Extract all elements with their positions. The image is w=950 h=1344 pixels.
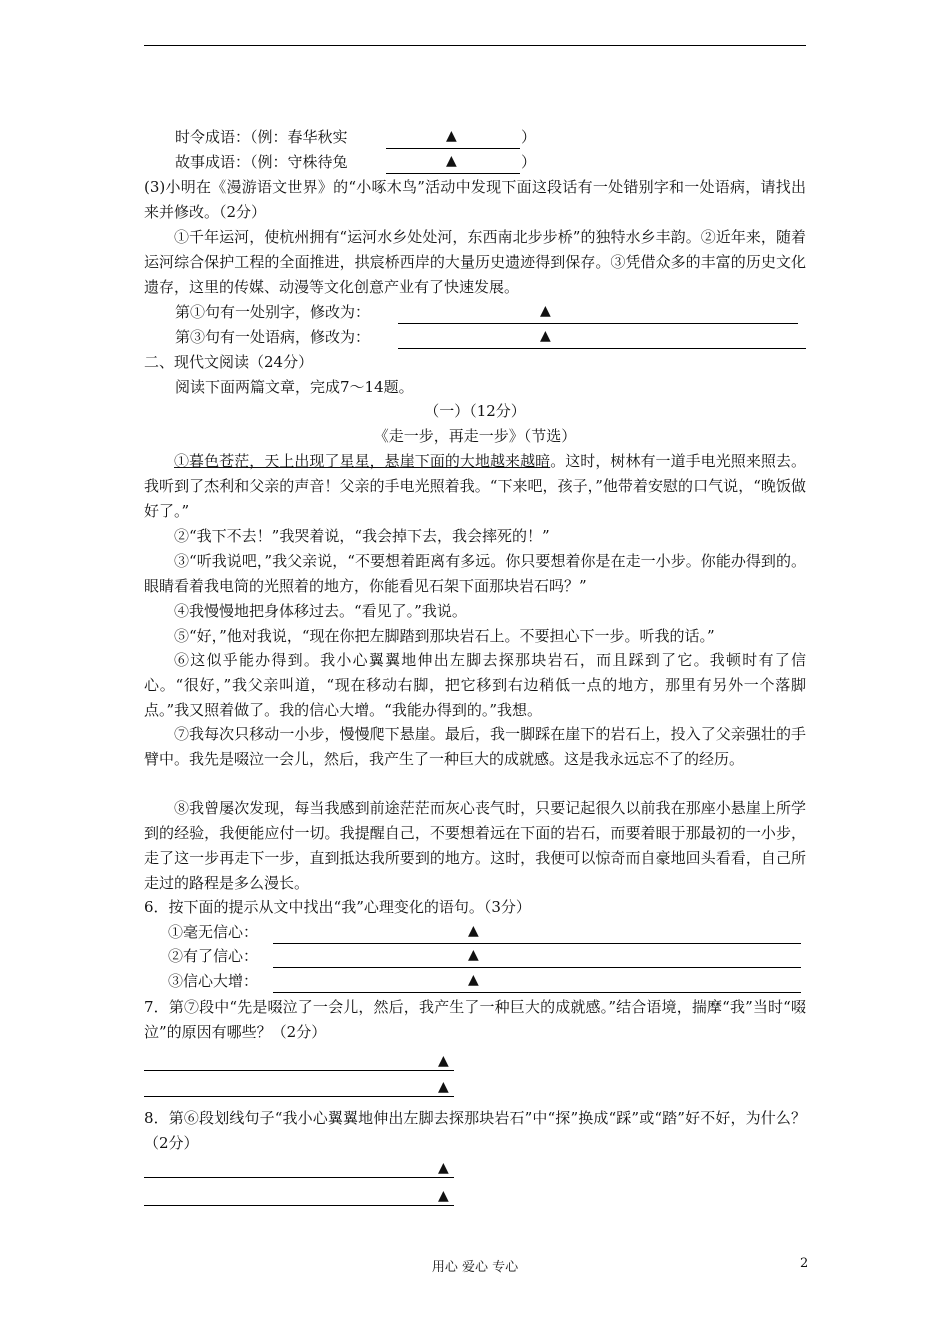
- answer-marker-icon: ▲: [468, 923, 479, 939]
- article-title: 《走一步，再走一步》（节选）: [373, 427, 577, 445]
- q7-answer-line-2[interactable]: [144, 1074, 454, 1097]
- q3-fix1-label: 第①句有一处别字，修改为：: [175, 303, 371, 321]
- answer-marker-icon: ▲: [438, 1188, 449, 1204]
- article-paragraph-7: ⑦我每次只移动一小步，慢慢爬下悬崖。最后，我一脚踩在崖下的岩石上，投入了父亲强壮的手臂中。我先是啜泣一会儿，然后，我产生了一种巨大的成就感。这是我永远忘不了的经历。: [144, 725, 806, 768]
- answer-marker-icon: ▲: [540, 303, 551, 319]
- q3-passage: ①千年运河，使杭州拥有“运河水乡处处河，东西南北步步桥”的独特水乡丰韵。②近年来，随着运河综合保护工程的全面推进，拱宸桥西岸的大量历史遗迹得到保存。③凭借众多的丰富的历史文化遗存，这里的传媒、动漫等文化创意产业有了快速发展。: [144, 228, 806, 296]
- article-paragraph-6: ⑥这似乎能办得到。我小心翼翼地伸出左脚去探那块岩石，而且踩到了它。我顿时有了信心。“很好，”我父亲叫道，“现在移动右脚，把它移到右边稍低一点的地方，那里有另外一个落脚点。”我又照着做了。我的信心大增。“我能办得到的。”我想。: [144, 651, 806, 719]
- answer-marker-icon: ▲: [438, 1079, 449, 1095]
- section2-heading: 二、现代文阅读（24分）: [144, 353, 314, 371]
- q7-question: 7．第⑦段中“先是啜泣了一会儿，然后，我产生了一种巨大的成就感。”结合语境，揣摩“我”当时“啜泣”的原因有哪些？（2分）: [144, 998, 806, 1041]
- answer-marker-icon: ▲: [468, 972, 479, 988]
- answer-marker-icon: ▲: [438, 1053, 449, 1069]
- q8-question: 8．第⑥段划线句子“我小心翼翼地伸出左脚去探那块岩石”中“探”换成“踩”或“踏”好不好，为什么？（2分）: [144, 1109, 806, 1152]
- q6-item1-blank[interactable]: [273, 921, 801, 944]
- q8-answer-line-1[interactable]: [144, 1155, 454, 1178]
- article-paragraph-4: ④我慢慢地把身体移过去。“看见了。”我说。: [174, 602, 467, 620]
- q3-intro: (3)小明在《漫游语文世界》的“小啄木鸟”活动中发现下面这段话有一处错别字和一处语病，请找出来并修改。（2分）: [144, 178, 806, 221]
- q3-fix2-blank[interactable]: [398, 326, 806, 349]
- q8-answer-line-2[interactable]: [144, 1183, 454, 1206]
- story-idiom-close: ）: [521, 153, 537, 171]
- page-number: 2: [800, 1256, 809, 1271]
- q3-fix1-blank[interactable]: [398, 301, 798, 324]
- section2-instruction: 阅读下面两篇文章，完成7～14题。: [175, 378, 414, 396]
- answer-marker-icon: ▲: [446, 128, 457, 144]
- answer-marker-icon: ▲: [446, 153, 457, 169]
- article-paragraph-8: ⑧我曾屡次发现，每当我感到前途茫茫而灰心丧气时，只要记起很久以前我在那座小悬崖上所学到的经验，我便能应付一切。我提醒自己，不要想着远在下面的岩石，而要着眼于那最初的一小步，走了这一步再走下一步，直到抵达我所要到的地方。这时，我便可以惊奇而自豪地回头看看，自己所走过的路程是多么漫长。: [144, 799, 806, 892]
- article-paragraph-1: [144, 449, 806, 524]
- q6-item3-blank[interactable]: [273, 970, 801, 993]
- q6-item2-blank[interactable]: [273, 945, 801, 968]
- q7-answer-line-1[interactable]: [144, 1048, 454, 1071]
- answer-marker-icon: ▲: [540, 328, 551, 344]
- q6-item1-label: ①毫无信心：: [168, 923, 259, 941]
- footer-slogan: 用心 爱心 专心: [431, 1260, 519, 1275]
- season-idiom-close: ）: [521, 128, 537, 146]
- article-paragraph-3: ③“听我说吧，”我父亲说，“不要想着距离有多远。你只要想着你是在走一小步。你能办得到的。眼睛看着我电筒的光照着的地方，你能看见石架下面那块岩石吗？”: [144, 552, 806, 595]
- answer-marker-icon: ▲: [438, 1160, 449, 1176]
- q6-question: 6．按下面的提示从文中找出“我”心理变化的语句。（3分）: [144, 898, 531, 916]
- header-rule: [144, 45, 806, 46]
- q6-item3-label: ③信心大增：: [168, 972, 259, 990]
- q6-item2-label: ②有了信心：: [168, 947, 259, 965]
- article-paragraph-2: ②“我下不去！”我哭着说，“我会掉下去，我会摔死的！”: [174, 527, 550, 545]
- underlined-sentence: ①暮色苍茫，天上出现了星星，悬崖下面的大地越来越暗: [174, 452, 551, 470]
- season-idiom-label: 时令成语：（例：春华秋实: [175, 128, 348, 146]
- q3-fix2-label: 第③句有一处语病，修改为：: [175, 328, 371, 346]
- article-paragraph-5: ⑤“好，”他对我说，“现在你把左脚踏到那块岩石上。不要担心下一步。听我的话。”: [174, 627, 715, 645]
- answer-marker-icon: ▲: [468, 947, 479, 963]
- part-title: （一）（12分）: [424, 402, 526, 420]
- article-paragraph-1-rest: 。这时，树林有一道手电光照来照去。我听到了杰利和父亲的声音！父亲的手电光照着我。“下来吧，孩子，”他带着安慰的口气说，“晚饭做好了。”: [144, 452, 806, 520]
- story-idiom-label: 故事成语：（例：守株待兔: [175, 153, 348, 171]
